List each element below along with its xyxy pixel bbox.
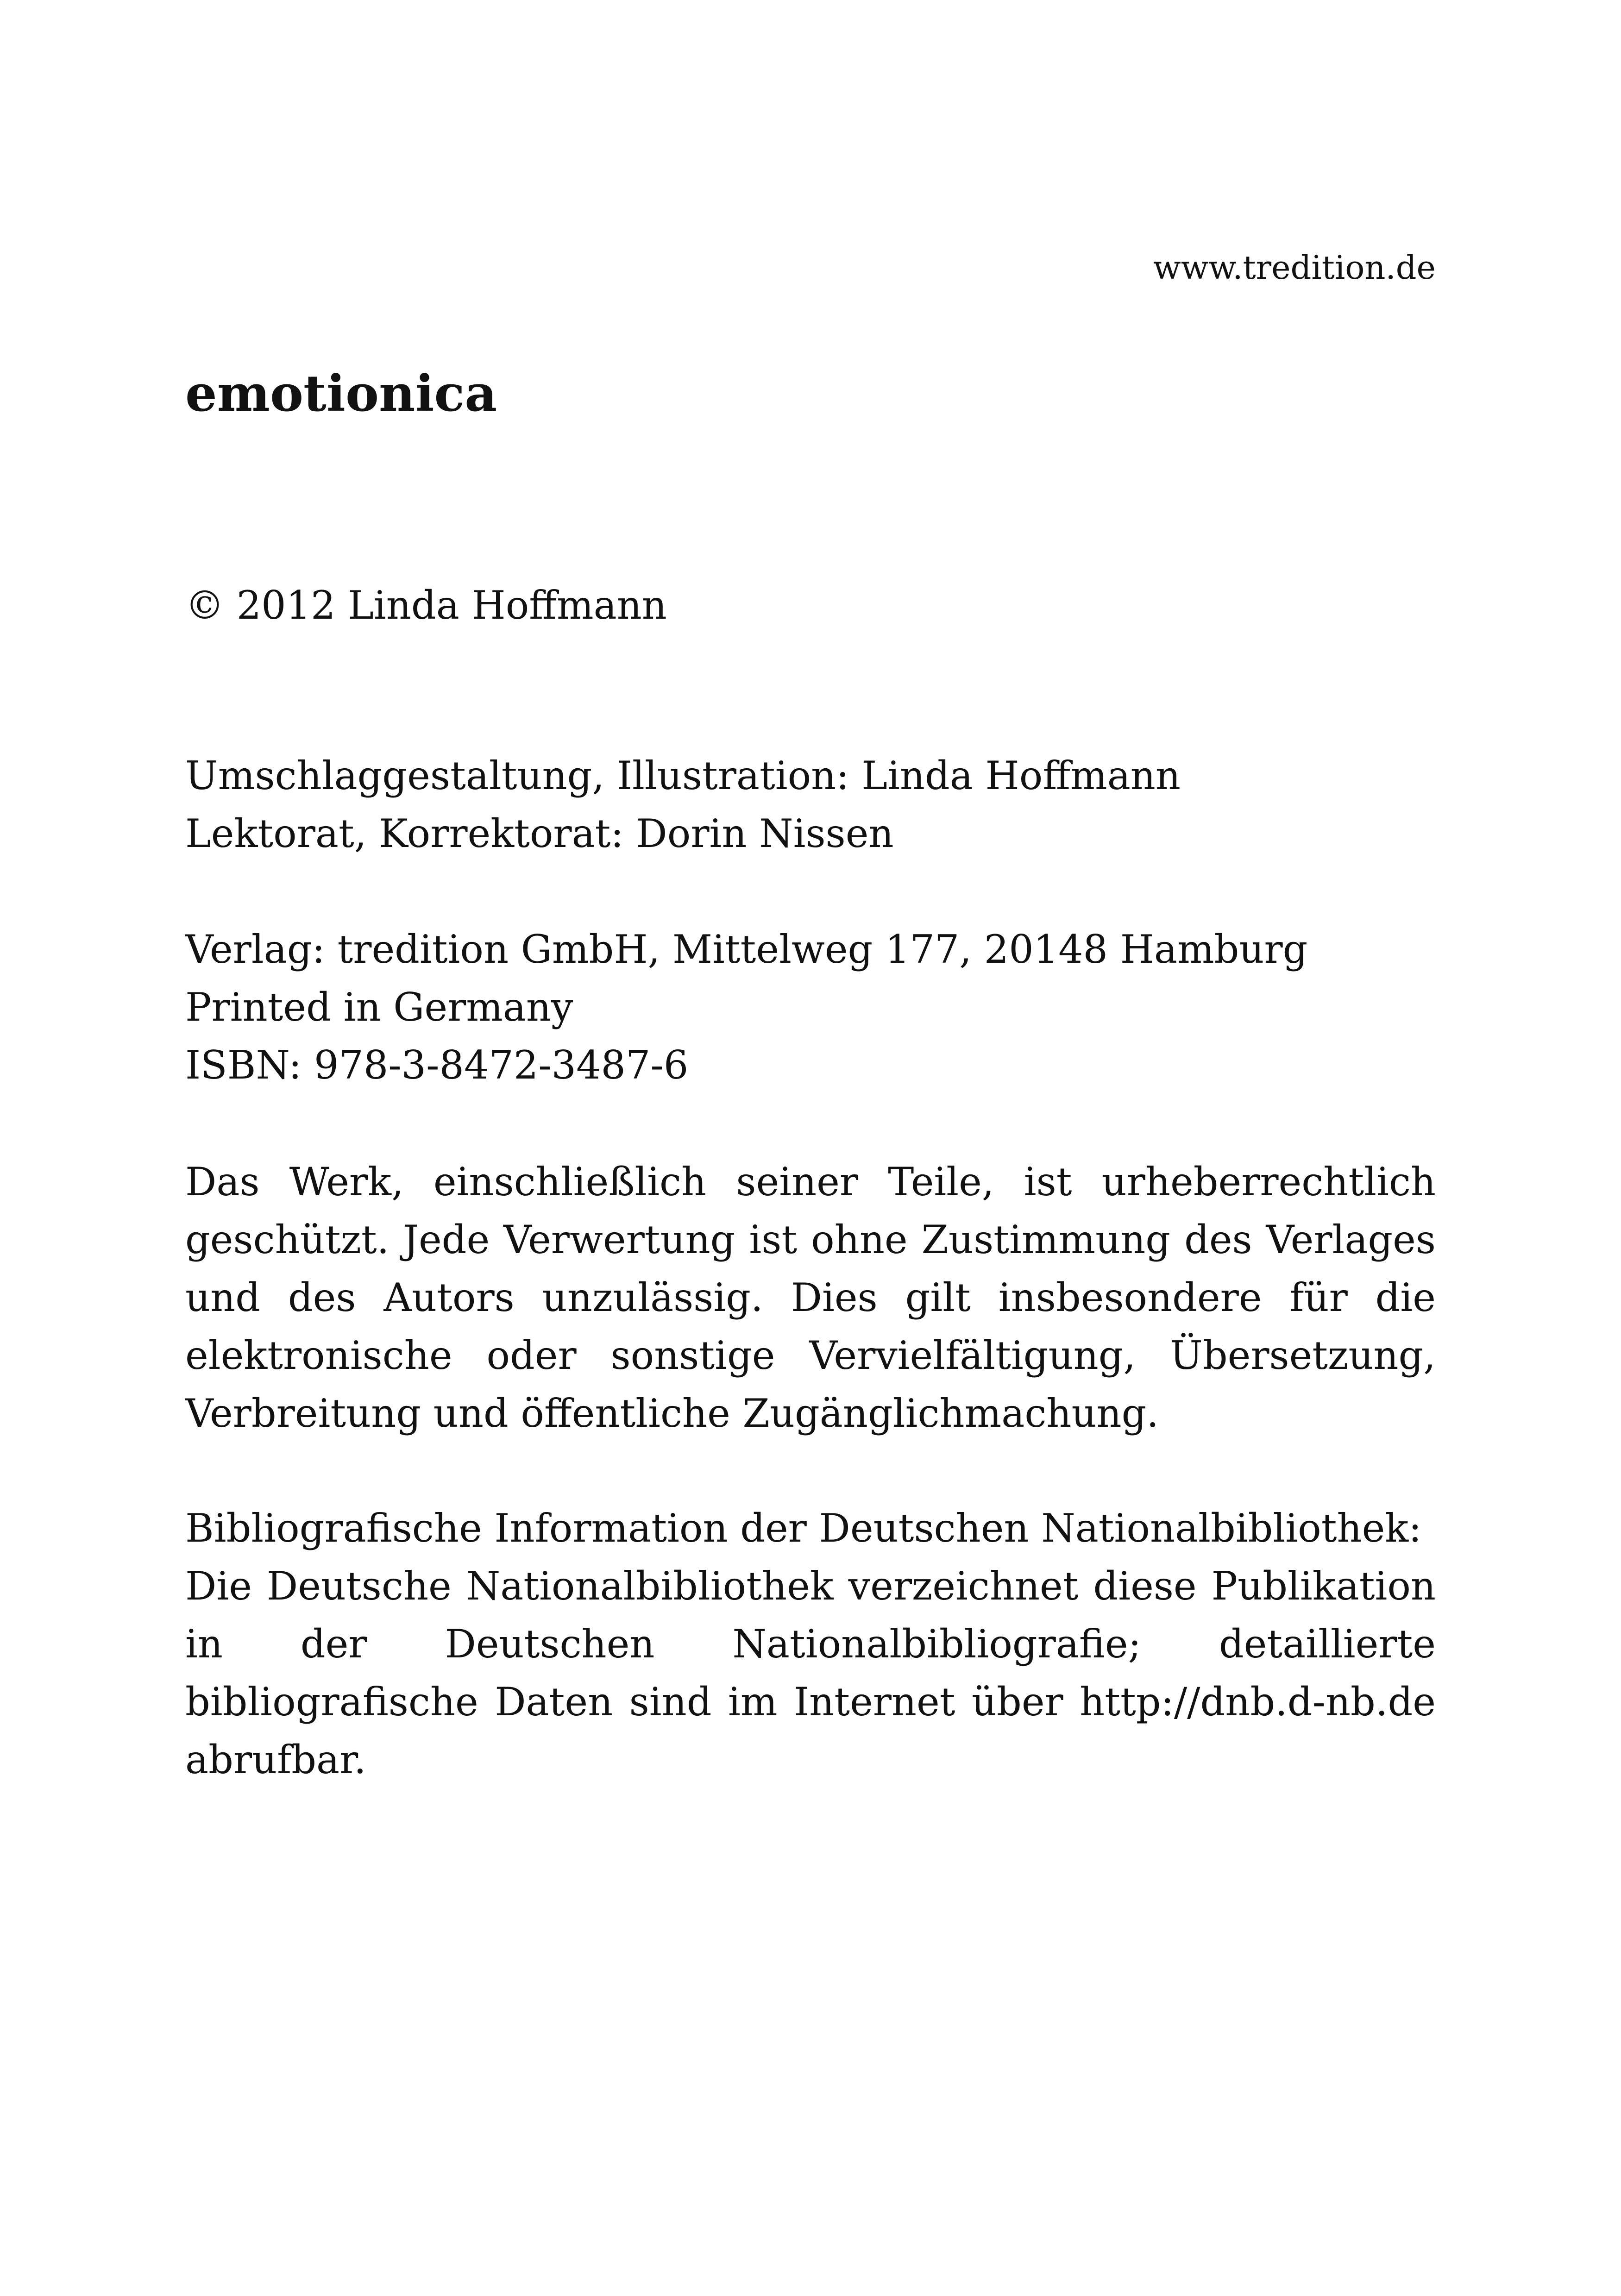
editing-credit: Lektorat, Korrektorat: Dorin Nissen: [185, 811, 894, 856]
bibliography-text: Die Deutsche Nationalbibliothek verzeichnet diese Publikation in der Deutschen Nationalbibliografie; detaillierte bibliografische Daten sind im Internet über http://dnb.d-nb.de abrufbar.: [185, 1563, 1436, 1782]
bibliography-heading: Bibliografische Information der Deutschen Nationalbibliothek:: [185, 1506, 1422, 1551]
publisher-url[interactable]: www.tredition.de: [1153, 249, 1436, 287]
publisher-block: [185, 921, 1436, 1094]
book-title: emotionica: [185, 364, 497, 423]
legal-notice: Das Werk, einschließlich seiner Teile, ist urheberrechtlich geschützt. Jede Verwertung ist ohne Zustimmung des Verlages und des Autors unzulässig. Dies gilt insbesondere für die elektronische oder sonstige Vervielfältigung, Übersetzung, Verbreitung und öffentliche Zugänglichmachung.: [185, 1159, 1436, 1436]
copyright-notice: © 2012 Linda Hoffmann: [185, 583, 667, 628]
design-credit: Umschlaggestaltung, Illustration: Linda Hoffmann: [185, 753, 1181, 798]
publisher-address: Verlag: tredition GmbH, Mittelweg 177, 20148 Hamburg: [185, 927, 1308, 972]
printed-in: Printed in Germany: [185, 985, 573, 1030]
credits-block: [185, 747, 1436, 863]
isbn: ISBN: 978-3-8472-3487-6: [185, 1042, 689, 1088]
bibliography-block: [185, 1499, 1436, 1789]
